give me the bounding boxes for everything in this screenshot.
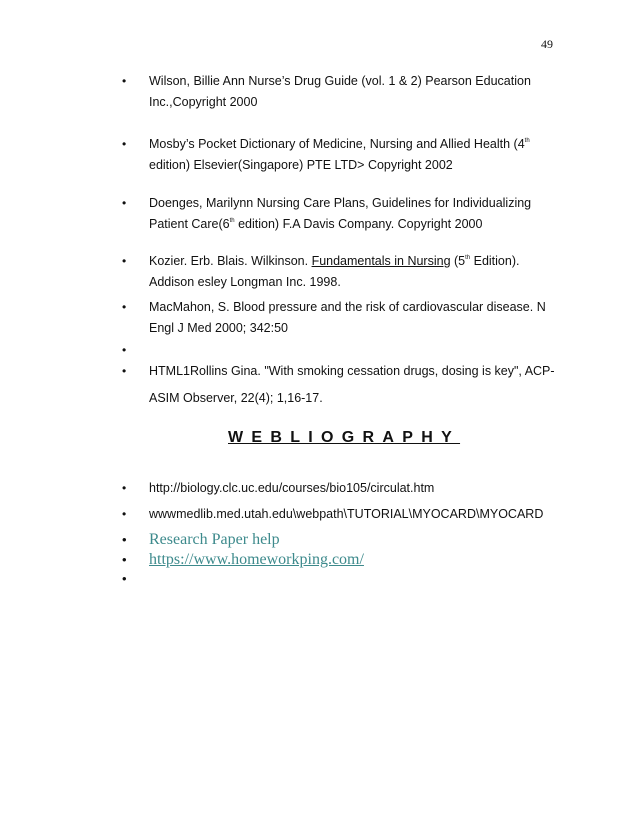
reference-line: Wilson, Billie Ann Nurse’s Drug Guide (vol. 1 & 2) Pearson Education (149, 74, 531, 88)
reference-line: Mosby’s Pocket Dictionary of Medicine, Nursing and Allied Health (4 (149, 137, 525, 151)
bullet-icon: • (122, 196, 127, 210)
promo-link-item (122, 569, 149, 589)
superscript: th (465, 255, 471, 261)
reference-line: Addison esley Longman Inc. 1998. (149, 275, 341, 289)
reference-line: HTML1Rollins Gina. "With smoking cessation drugs, dosing is key", ACP- (149, 364, 555, 378)
bullet-icon: • (122, 343, 127, 357)
promo-link-item (122, 550, 364, 570)
bullet-icon: • (122, 571, 127, 586)
web-link-item (122, 478, 562, 499)
superscript: th (524, 138, 530, 144)
bullet-icon: • (122, 532, 127, 547)
reference-line: Doenges, Marilynn Nursing Care Plans, Guidelines for Individualizing (149, 196, 532, 210)
homeworkping-link[interactable]: https://www.homeworkping.com/ (149, 551, 364, 568)
reference-line: Patient Care(6 (149, 217, 230, 231)
reference-item (122, 297, 562, 339)
web-link[interactable]: wwwmedlib.med.utah.edu\webpath\TUTORIAL\MYOCARD\MYOCARD (149, 507, 544, 521)
bullet-icon: • (122, 552, 127, 567)
book-title: Fundamentals in Nursing (311, 254, 451, 268)
reference-item (122, 71, 562, 113)
reference-line: Inc.,Copyright 2000 (149, 95, 258, 109)
superscript: th (229, 218, 235, 224)
bullet-icon: • (122, 481, 127, 495)
bullet-icon: • (122, 137, 127, 151)
page-number: 49 (541, 37, 553, 51)
bullet-icon: • (122, 507, 127, 521)
reference-line: ASIM Observer, 22(4); 1,16-17. (149, 391, 323, 405)
reference-line: MacMahon, S. Blood pressure and the risk of cardiovascular disease. N (149, 300, 546, 314)
reference-line: edition) Elsevier(Singapore) PTE LTD> Copyright 2002 (149, 158, 453, 172)
reference-line: (5 (450, 254, 466, 268)
research-paper-help-link[interactable]: Research Paper help (149, 531, 280, 548)
webliography-heading: WEBLIOGRAPHY (228, 429, 461, 446)
web-link[interactable]: http://biology.clc.uc.edu/courses/bio105/circulat.htm (149, 481, 435, 495)
web-link-item (122, 504, 562, 525)
reference-line: Edition). (470, 254, 520, 268)
reference-item (122, 134, 562, 176)
reference-item (122, 358, 562, 412)
bullet-icon: • (122, 300, 127, 314)
reference-item (122, 193, 562, 235)
reference-item (122, 251, 562, 293)
promo-link-item (122, 530, 280, 550)
bullet-icon: • (122, 74, 127, 88)
reference-line: Kozier. Erb. Blais. Wilkinson. (149, 254, 312, 268)
bullet-icon: • (122, 364, 127, 378)
bullet-icon: • (122, 254, 127, 268)
reference-line: edition) F.A Davis Company. Copyright 2000 (234, 217, 483, 231)
reference-line: Engl J Med 2000; 342:50 (149, 321, 288, 335)
